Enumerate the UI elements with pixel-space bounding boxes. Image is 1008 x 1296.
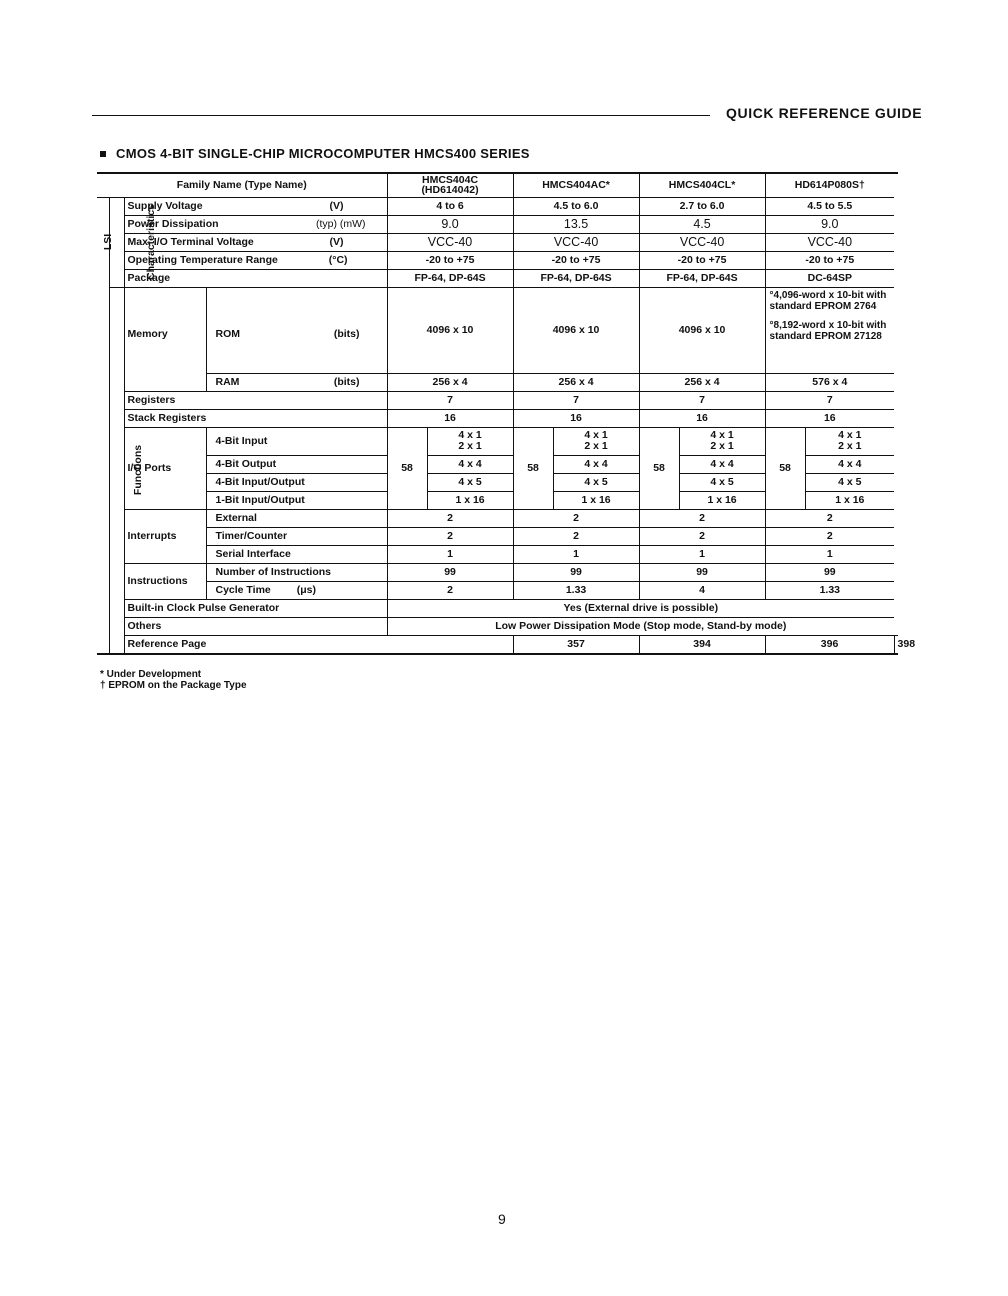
table-row xyxy=(97,233,898,251)
table-cell: FP-64, DP-64S xyxy=(387,269,513,287)
table-row xyxy=(97,409,898,427)
row-label: Registers xyxy=(124,391,387,409)
row-label: Serial Interface xyxy=(206,545,387,563)
io-total-cell: 58 xyxy=(639,427,679,509)
table-cell: 576 x 4 xyxy=(765,373,894,391)
table-cell: 1 xyxy=(513,545,639,563)
table-row xyxy=(97,581,898,599)
row-label: Stack Registers xyxy=(124,409,387,427)
table-cell: 1.33 xyxy=(765,581,894,599)
table-cell: 1.33 xyxy=(513,581,639,599)
row-label: 4-Bit Input/Output xyxy=(206,473,387,491)
table-row xyxy=(97,563,898,581)
column-header: HMCS404CL* xyxy=(639,173,765,197)
table-cell: 7 xyxy=(765,391,894,409)
table-cell: 394 xyxy=(639,635,765,654)
table-row xyxy=(97,287,898,373)
table-cell: 99 xyxy=(765,563,894,581)
row-label: Number of Instructions xyxy=(206,563,387,581)
table-cell: 2 xyxy=(387,509,513,527)
table-cell: 4 x 1 2 x 1 xyxy=(427,427,513,455)
table-cell: 4 x 5 xyxy=(553,473,639,491)
row-label: Supply Voltage (V) xyxy=(124,197,387,215)
table-cell: VCC-40 xyxy=(387,233,513,251)
row-label: 1-Bit Input/Output xyxy=(206,491,387,509)
table-cell: 7 xyxy=(387,391,513,409)
table-cell: 9.0 xyxy=(765,215,894,233)
table-header-row xyxy=(97,173,898,197)
row-label: Package xyxy=(124,269,387,287)
table-cell: 4 x 1 2 x 1 xyxy=(553,427,639,455)
table-cell: 16 xyxy=(387,409,513,427)
table-cell: 4 to 6 xyxy=(387,197,513,215)
table-cell: 4096 x 10 xyxy=(639,287,765,373)
row-label: Reference Page xyxy=(124,635,513,654)
table-cell: VCC-40 xyxy=(513,233,639,251)
row-label: Operating Temperature Range (°C) xyxy=(124,251,387,269)
table-cell: 2 xyxy=(387,581,513,599)
table-cell: 4 x 4 xyxy=(427,455,513,473)
table-cell: 4 xyxy=(639,581,765,599)
table-cell: 256 x 4 xyxy=(639,373,765,391)
table-row xyxy=(97,527,898,545)
page-number: 9 xyxy=(498,1211,506,1227)
column-header: HD614P080S† xyxy=(765,173,894,197)
column-header: HMCS404AC* xyxy=(513,173,639,197)
table-cell: 16 xyxy=(513,409,639,427)
table-cell: 1 x 16 xyxy=(679,491,765,509)
bullet-square-icon xyxy=(100,151,106,157)
table-row xyxy=(97,391,898,409)
table-cell: 1 x 16 xyxy=(805,491,894,509)
table-cell: 2.7 to 6.0 xyxy=(639,197,765,215)
table-cell: 4.5 to 5.5 xyxy=(765,197,894,215)
table-cell: 2 xyxy=(639,527,765,545)
table-cell: -20 to +75 xyxy=(387,251,513,269)
table-cell: 16 xyxy=(639,409,765,427)
spec-table xyxy=(97,172,916,655)
row-label: External xyxy=(206,509,387,527)
table-cell: FP-64, DP-64S xyxy=(639,269,765,287)
header-rule xyxy=(92,115,710,116)
footnotes xyxy=(100,669,247,691)
table-row xyxy=(97,599,898,617)
row-label: 4-Bit Input xyxy=(206,427,387,455)
table-cell: 1 xyxy=(639,545,765,563)
table-cell: 99 xyxy=(639,563,765,581)
table-cell: -20 to +75 xyxy=(513,251,639,269)
footnote: * Under Development xyxy=(100,669,202,680)
row-label: I/O Ports xyxy=(124,427,206,509)
table-cell: 4 x 4 xyxy=(679,455,765,473)
table-cell: 2 xyxy=(513,527,639,545)
row-label: Instructions xyxy=(124,563,206,599)
table-cell: 9.0 xyxy=(387,215,513,233)
row-label: RAM (bits) xyxy=(206,373,387,391)
table-cell: 256 x 4 xyxy=(387,373,513,391)
table-cell: FP-64, DP-64S xyxy=(513,269,639,287)
table-row xyxy=(97,509,898,527)
table-cell: VCC-40 xyxy=(765,233,894,251)
table-cell: 7 xyxy=(513,391,639,409)
table-row xyxy=(97,427,898,455)
table-cell: 7 xyxy=(639,391,765,409)
table-cell: 1 x 16 xyxy=(427,491,513,509)
table-cell: 4 x 1 2 x 1 xyxy=(805,427,894,455)
table-row xyxy=(97,373,898,391)
table-cell: 256 x 4 xyxy=(513,373,639,391)
table-cell: 99 xyxy=(387,563,513,581)
table-cell: 13.5 xyxy=(513,215,639,233)
table-cell: 4096 x 10 xyxy=(387,287,513,373)
table-row xyxy=(97,617,898,635)
table-cell: 4 x 4 xyxy=(805,455,894,473)
family-label: Family Name (Type Name) xyxy=(97,173,387,197)
table-cell: 4.5 xyxy=(639,215,765,233)
group-spacer xyxy=(97,287,109,654)
table-cell: 4096 x 10 xyxy=(513,287,639,373)
footnote: † EPROM on the Package Type xyxy=(100,680,247,691)
row-label: Power Dissipation (typ) (mW) xyxy=(124,215,387,233)
section-title-text: CMOS 4-BIT SINGLE-CHIP MICROCOMPUTER HMCS400 SERIES xyxy=(116,146,530,161)
table-row xyxy=(97,215,898,233)
row-label: Interrupts xyxy=(124,509,206,563)
table-cell: 1 xyxy=(765,545,894,563)
table-row xyxy=(97,197,898,215)
table-row xyxy=(97,545,898,563)
table-row xyxy=(97,251,898,269)
table-cell: 2 xyxy=(765,527,894,545)
row-label: Others xyxy=(124,617,387,635)
column-header: HMCS404C (HD614042) xyxy=(387,173,513,197)
table-cell: 4 x 4 xyxy=(553,455,639,473)
io-total-cell: 58 xyxy=(513,427,553,509)
table-cell: 4 x 5 xyxy=(427,473,513,491)
table-cell: DC-64SP xyxy=(765,269,894,287)
row-label: Timer/Counter xyxy=(206,527,387,545)
row-label: Cycle Time (μs) xyxy=(206,581,387,599)
table-cell: 398 xyxy=(894,635,898,654)
table-cell: Low Power Dissipation Mode (Stop mode, Stand-by mode) xyxy=(387,617,894,635)
io-total-cell: 58 xyxy=(765,427,805,509)
header-title: QUICK REFERENCE GUIDE xyxy=(726,105,923,121)
table-cell: 1 xyxy=(387,545,513,563)
row-label: 4-Bit Output xyxy=(206,455,387,473)
row-label: Built-in Clock Pulse Generator xyxy=(124,599,387,617)
table-cell: 4.5 to 6.0 xyxy=(513,197,639,215)
io-total-cell: 58 xyxy=(387,427,427,509)
table-row xyxy=(97,269,898,287)
table-cell: 2 xyxy=(387,527,513,545)
table-cell: 16 xyxy=(765,409,894,427)
table-cell: -20 to +75 xyxy=(765,251,894,269)
lsi-group-label: LSI xyxy=(97,197,109,287)
table-cell: Yes (External drive is possible) xyxy=(387,599,894,617)
functions-group-label: Functions xyxy=(109,287,124,654)
row-label: ROM (bits) xyxy=(206,287,387,373)
table-cell: -20 to +75 xyxy=(639,251,765,269)
table-cell: 99 xyxy=(513,563,639,581)
table-cell: 4 x 5 xyxy=(679,473,765,491)
table-cell: 2 xyxy=(765,509,894,527)
table-cell: 2 xyxy=(639,509,765,527)
table-cell: 357 xyxy=(513,635,639,654)
table-cell: VCC-40 xyxy=(639,233,765,251)
row-label: Max. I/O Terminal Voltage (V) xyxy=(124,233,387,251)
table-cell: 1 x 16 xyxy=(553,491,639,509)
table-cell: 4 x 5 xyxy=(805,473,894,491)
row-label: Memory xyxy=(124,287,206,391)
characteristics-group-label: Characteristics xyxy=(109,197,124,287)
table-cell: 396 xyxy=(765,635,894,654)
table-row xyxy=(97,635,898,654)
table-cell: 4 x 1 2 x 1 xyxy=(679,427,765,455)
rom-eprom-cell: °4,096-word x 10-bit with standard EPROM 2764 °8,192-word x 10-bit with standard EPROM 27128 xyxy=(765,287,894,373)
table-cell: 2 xyxy=(513,509,639,527)
section-title xyxy=(100,146,530,161)
